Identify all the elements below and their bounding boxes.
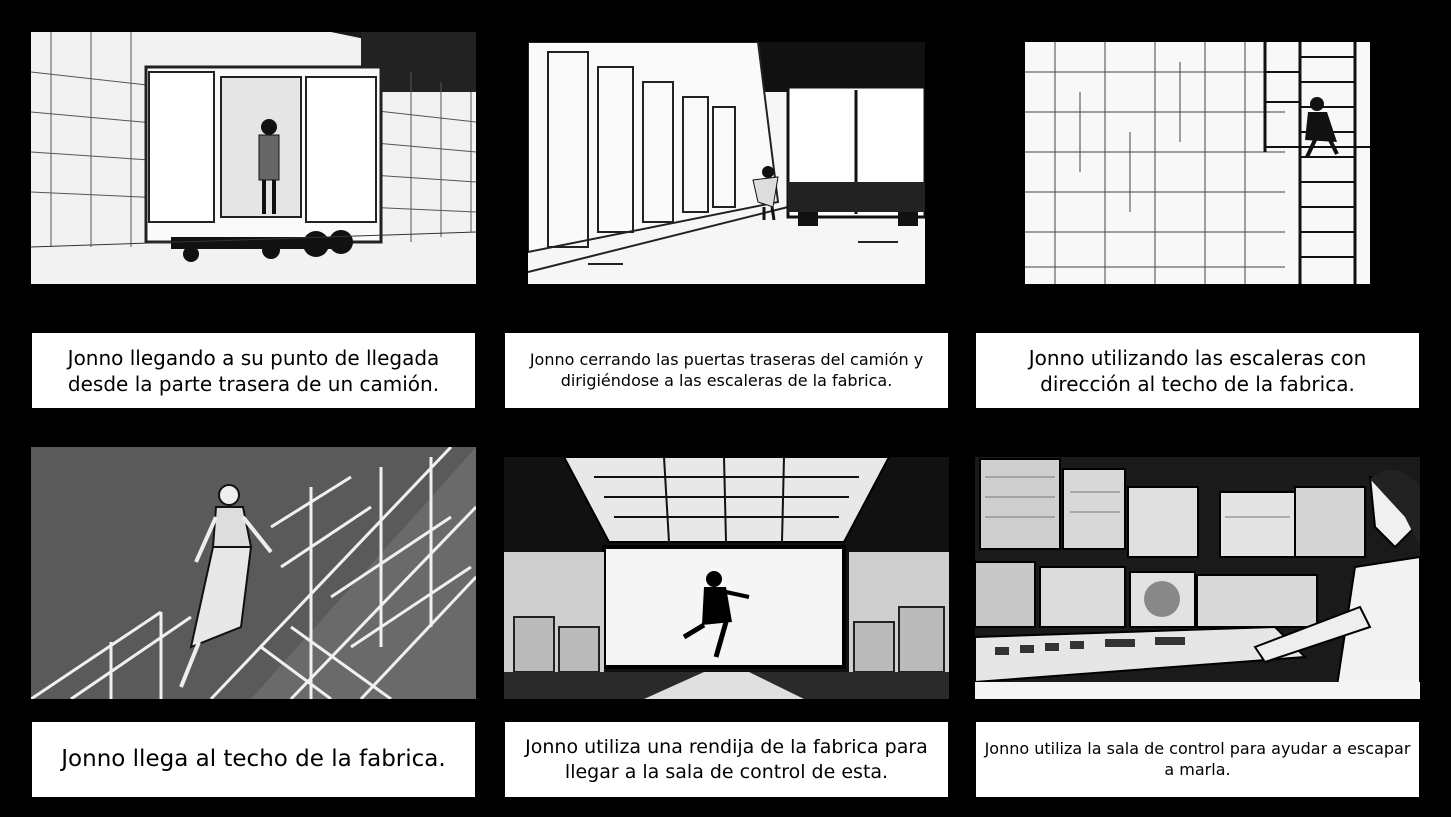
panel-3-image bbox=[1025, 42, 1370, 284]
factory-roof-stairs-illustration bbox=[31, 447, 476, 699]
panel-4-caption-text: Jonno llega al techo de la fabrica. bbox=[61, 745, 446, 772]
panel-5-image bbox=[504, 457, 949, 699]
vent-jump-illustration bbox=[504, 457, 949, 699]
panel-3-caption bbox=[976, 333, 1419, 408]
control-room-illustration bbox=[975, 457, 1420, 699]
panel-4-image bbox=[31, 447, 476, 699]
panel-5-caption-text: Jonno utiliza una rendija de la fabrica para llegar a la sala de control de esta. bbox=[525, 735, 928, 783]
panel-6-caption bbox=[976, 722, 1419, 797]
panel-2-caption bbox=[505, 333, 948, 408]
panel-3-caption-text: Jonno utilizando las escaleras con dirección al techo de la fabrica. bbox=[1028, 345, 1367, 396]
truck-arrival-illustration bbox=[31, 32, 476, 284]
panel-2-caption-text: Jonno cerrando las puertas traseras del camión y dirigiéndose a las escaleras de la fabrica. bbox=[529, 349, 924, 390]
panel-6-caption-text: Jonno utiliza la sala de control para ayudar a escapar a marla. bbox=[984, 738, 1411, 779]
panel-2-image bbox=[528, 42, 925, 284]
panel-5-caption bbox=[505, 722, 948, 797]
closing-truck-doors-illustration bbox=[528, 42, 925, 284]
panel-1-image bbox=[31, 32, 476, 284]
climbing-ladder-illustration bbox=[1025, 42, 1370, 284]
panel-1-caption bbox=[32, 333, 475, 408]
panel-6-image bbox=[975, 457, 1420, 699]
panel-4-caption bbox=[32, 722, 475, 797]
panel-1-caption-text: Jonno llegando a su punto de llegada desde la parte trasera de un camión. bbox=[67, 345, 440, 396]
